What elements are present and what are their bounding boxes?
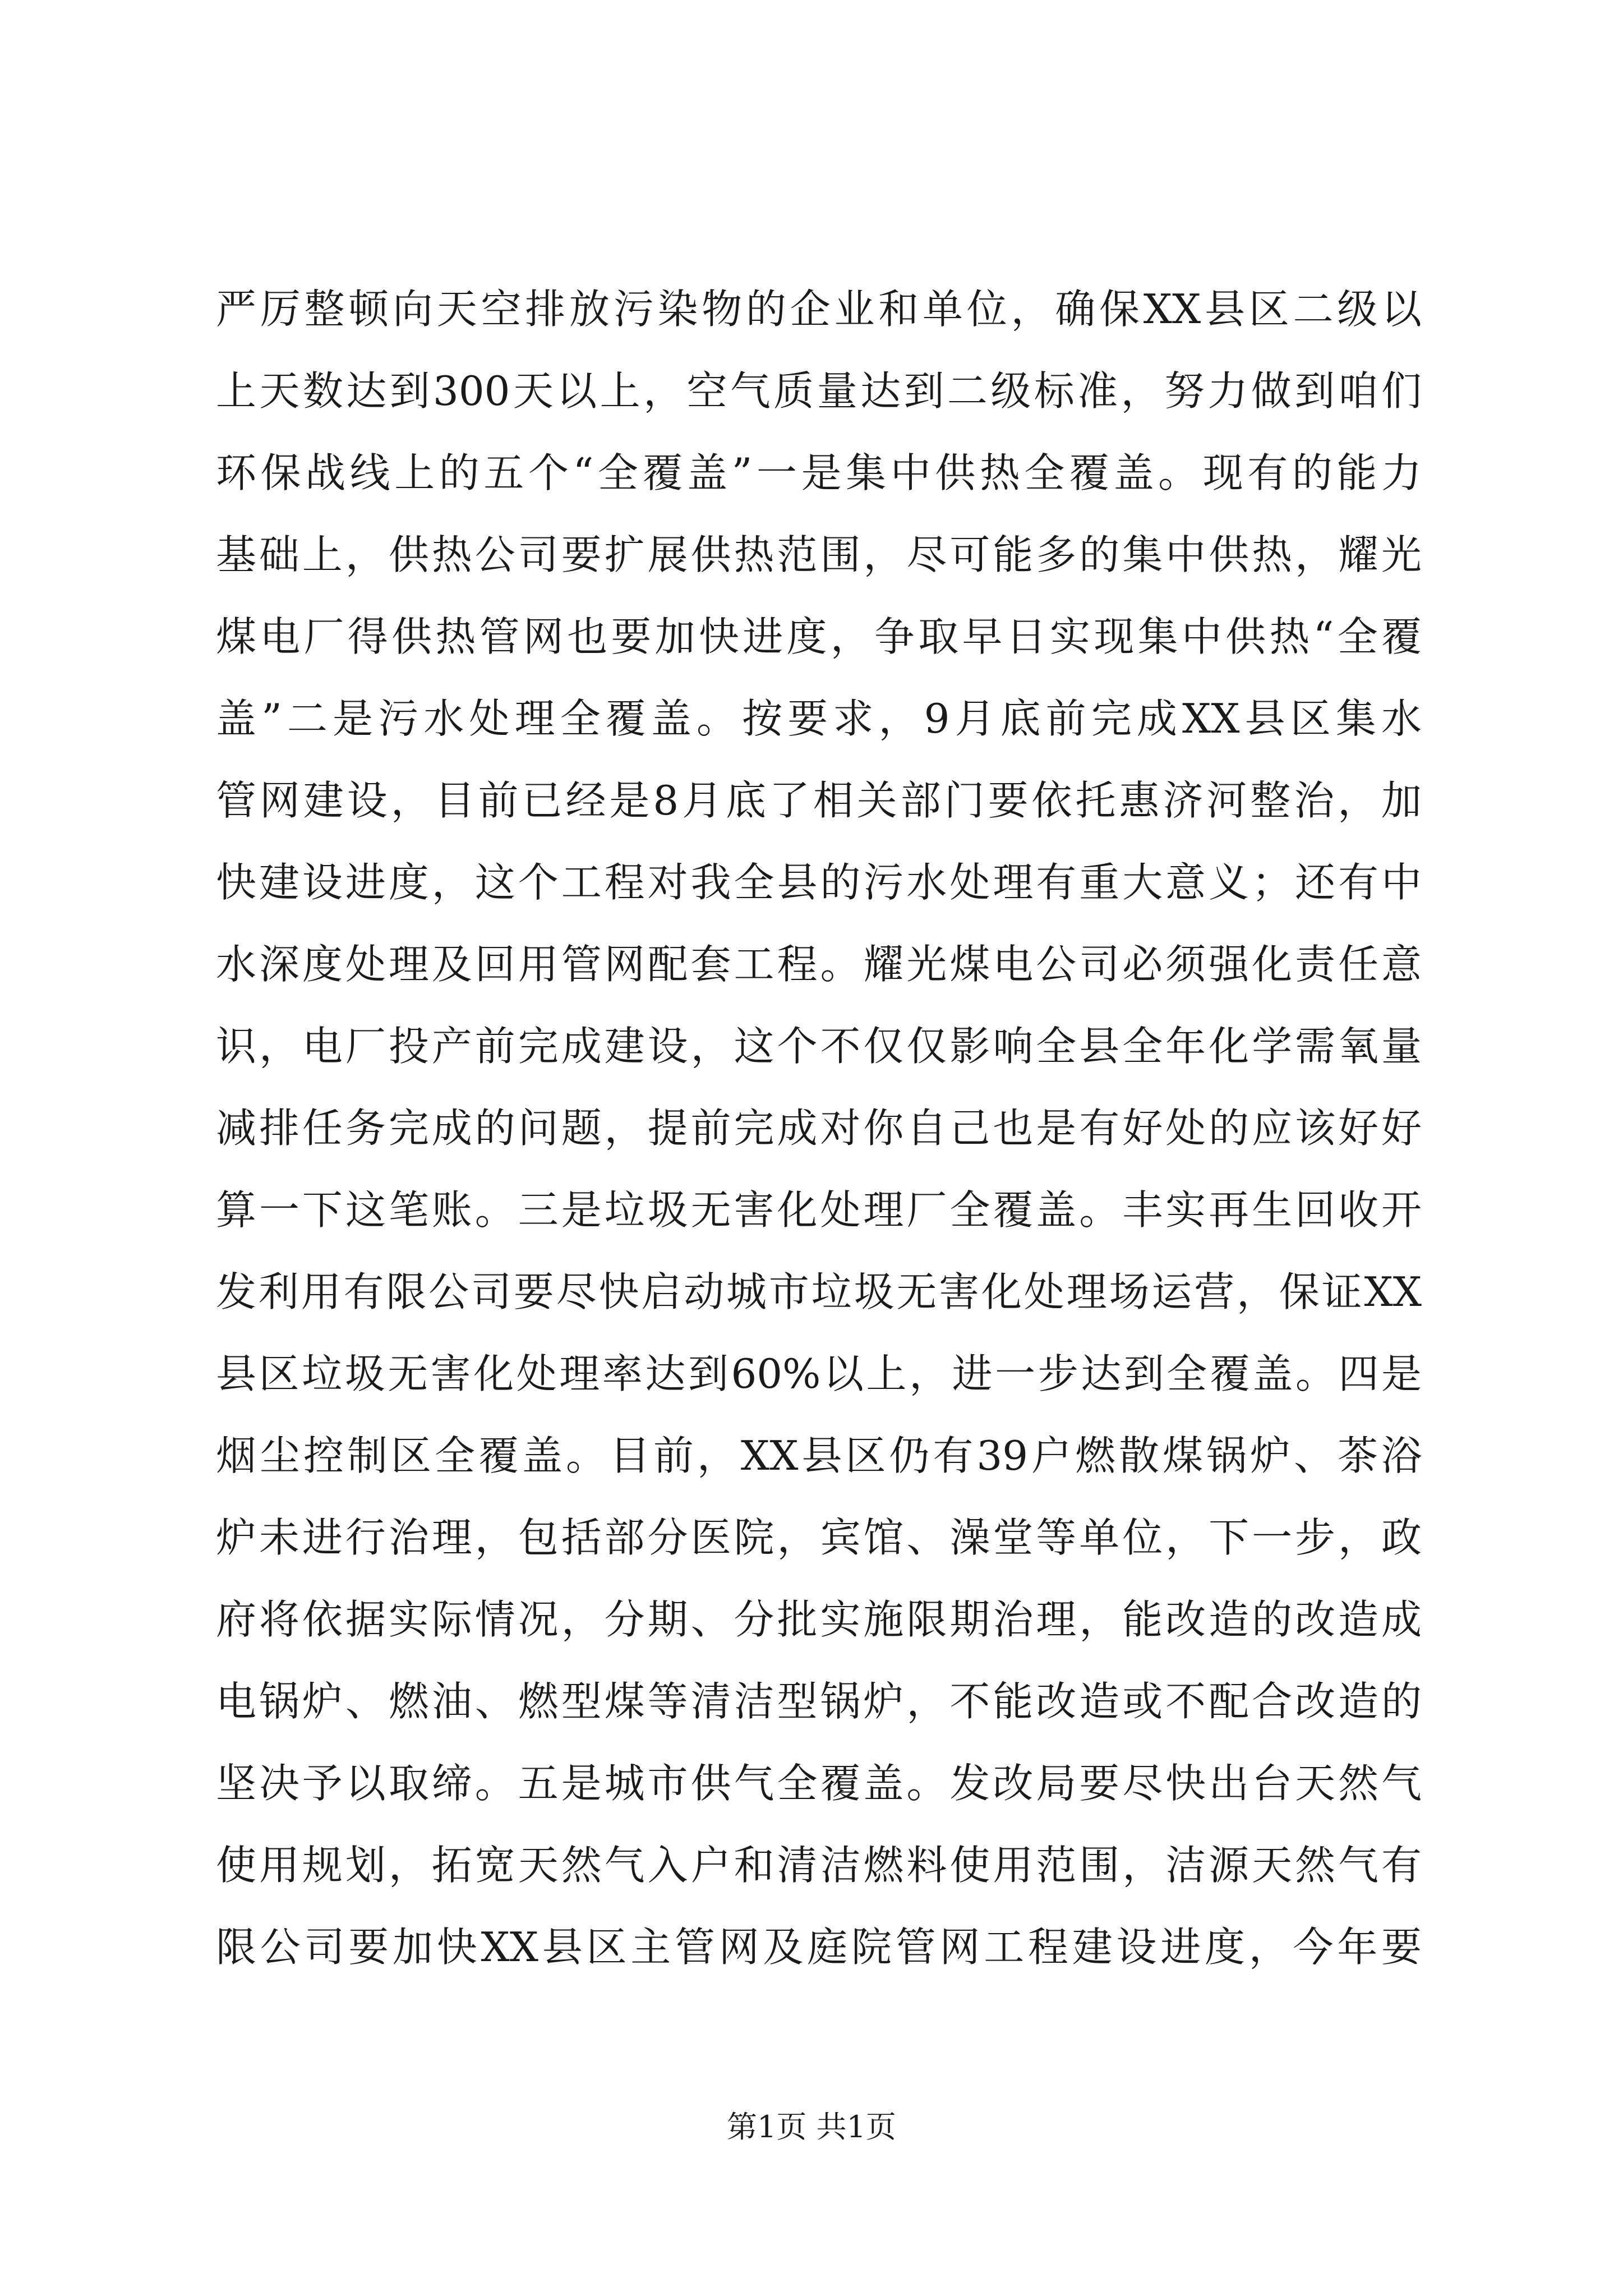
text-line: 炉未进行治理，包括部分医院，宾馆、澡堂等单位，下一步，政	[216, 1514, 1422, 1561]
text-line: 煤电厂得供热管网也要加快进度，争取早日实现集中供热“全覆	[216, 613, 1422, 660]
text-line: 减排任务完成的问题，提前完成对你自己也是有好处的应该好好	[216, 1105, 1422, 1152]
text-line: 管网建设，目前已经是8月底了相关部门要依托惠济河整治，加	[216, 777, 1422, 824]
text-line: 坚决予以取缔。五是城市供气全覆盖。发改局要尽快出台天然气	[216, 1760, 1422, 1807]
page-footer: 第1页 共1页	[727, 2109, 896, 2145]
text-line: 府将依据实际情况，分期、分批实施限期治理，能改造的改造成	[216, 1596, 1422, 1643]
text-line: 发利用有限公司要尽快启动城市垃圾无害化处理场运营，保证XX	[216, 1268, 1422, 1315]
text-line: 使用规划，拓宽天然气入户和清洁燃料使用范围，洁源天然气有	[216, 1842, 1422, 1889]
text-line: 上天数达到300天以上，空气质量达到二级标准，努力做到咱们	[216, 367, 1422, 415]
text-line: 环保战线上的五个“全覆盖”一是集中供热全覆盖。现有的能力	[216, 449, 1422, 496]
text-line: 限公司要加快XX县区主管网及庭院管网工程建设进度，今年要	[216, 1924, 1422, 1971]
text-line: 电锅炉、燃油、燃型煤等清洁型锅炉，不能改造或不配合改造的	[216, 1678, 1422, 1725]
body-text	[216, 268, 1422, 1988]
text-line: 识，电厂投产前完成建设，这个不仅仅影响全县全年化学需氧量	[216, 1023, 1422, 1070]
text-line: 快建设进度，这个工程对我全县的污水处理有重大意义；还有中	[216, 859, 1422, 906]
text-line: 烟尘控制区全覆盖。目前，XX县区仍有39户燃散煤锅炉、茶浴	[216, 1432, 1422, 1479]
text-line: 基础上，供热公司要扩展供热范围，尽可能多的集中供热，耀光	[216, 531, 1422, 578]
text-line: 严厉整顿向天空排放污染物的企业和单位，确保XX县区二级以	[216, 286, 1422, 333]
text-line: 水深度处理及回用管网配套工程。耀光煤电公司必须强化责任意	[216, 941, 1422, 988]
text-line: 算一下这笔账。三是垃圾无害化处理厂全覆盖。丰实再生回收开	[216, 1186, 1422, 1234]
text-line: 县区垃圾无害化处理率达到60%以上，进一步达到全覆盖。四是	[216, 1350, 1422, 1397]
text-line: 盖”二是污水处理全覆盖。按要求，9月底前完成XX县区集水	[216, 695, 1422, 742]
